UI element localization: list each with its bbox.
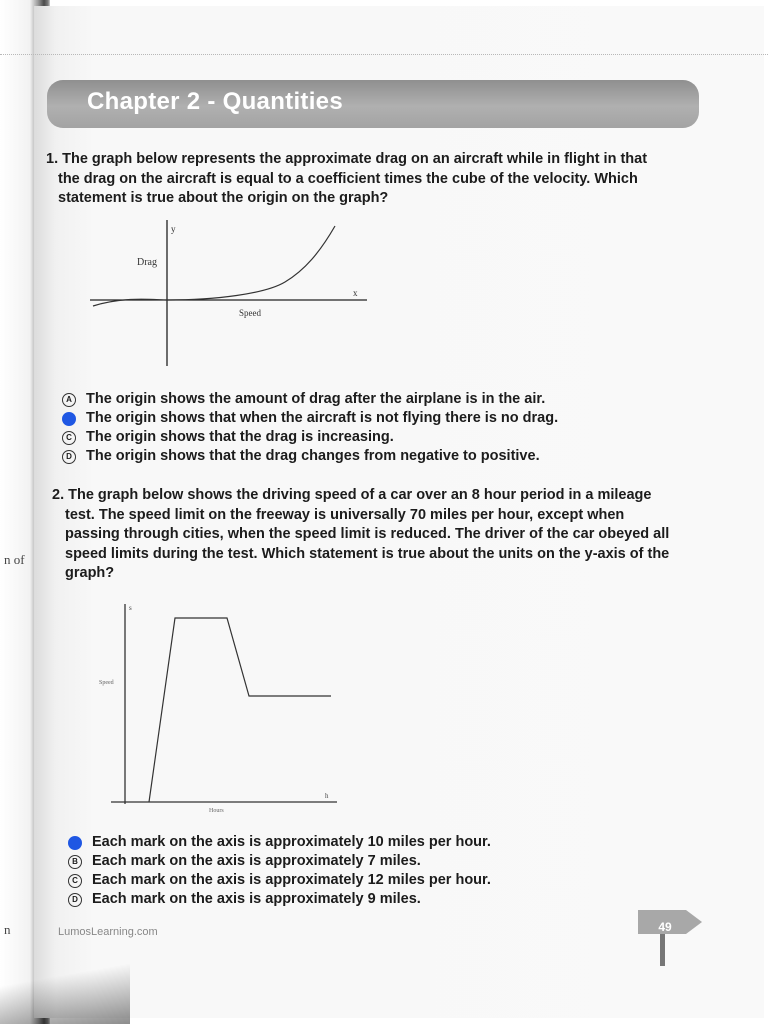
question-2-number: 2. xyxy=(52,487,65,503)
answer-text: The origin shows that when the aircraft is not flying there is no drag. xyxy=(86,410,559,426)
top-dotted-rule xyxy=(0,54,768,56)
page-number-arrow-icon xyxy=(636,908,706,968)
drag-speed-graph xyxy=(85,218,375,368)
y-axis-label: Speed xyxy=(99,680,114,686)
choice-bubble[interactable]: D xyxy=(62,450,76,464)
choice-bubble[interactable]: C xyxy=(62,431,76,445)
question-2-line: test. The speed limit on the freeway is universally 70 miles per hour, except when xyxy=(65,506,625,523)
page-corner-shadow xyxy=(0,960,130,1024)
chapter-title: Chapter 2 - Quantities xyxy=(87,88,343,115)
answer-text: Each mark on the axis is approximately 10 miles per hour. xyxy=(92,834,491,850)
choice-bubble[interactable]: C xyxy=(68,874,82,888)
answer-text: Each mark on the axis is approximately 9 miles. xyxy=(92,891,421,907)
margin-note: n of xyxy=(4,552,25,567)
answer-choice[interactable] xyxy=(62,409,558,428)
question-2 xyxy=(52,486,712,584)
y-axis-label: Drag xyxy=(137,257,157,268)
question-1-line: the drag on the aircraft is equal to a coefficient times the cube of the velocity. Which xyxy=(58,170,638,187)
question-1-line: statement is true about the origin on the graph? xyxy=(58,190,389,206)
choice-bubble[interactable]: A xyxy=(62,393,76,407)
question-2-line: passing through cities, when the speed limit is reduced. The driver of the car obeyed all xyxy=(65,526,670,542)
x-axis-letter: x xyxy=(353,288,358,298)
y-axis-letter: y xyxy=(171,224,176,234)
answer-choice[interactable] xyxy=(68,871,491,890)
drag-curve xyxy=(93,226,335,306)
answer-choice[interactable] xyxy=(62,447,558,466)
question-1-line: The graph below represents the approximate drag on an aircraft while in flight in that xyxy=(62,151,648,167)
page-number: 49 xyxy=(658,920,672,934)
footer-site: LumosLearning.com xyxy=(58,926,158,938)
choice-bubble[interactable]: D xyxy=(68,893,82,907)
x-axis-label: Hours xyxy=(209,808,224,814)
speed-time-graph xyxy=(99,598,345,818)
speed-line xyxy=(149,618,331,802)
question-1-number: 1. xyxy=(46,151,59,167)
x-axis-label: Speed xyxy=(239,308,261,318)
answer-text: The origin shows the amount of drag after the airplane is in the air. xyxy=(86,391,546,407)
x-axis-letter: h xyxy=(325,792,329,800)
choice-bubble-selected[interactable] xyxy=(68,836,82,850)
y-axis-letter: s xyxy=(129,604,132,612)
question-2-line: speed limits during the test. Which statement is true about the units on the y-axis of the xyxy=(65,545,670,562)
answer-choice[interactable] xyxy=(68,890,491,909)
signpost-pole xyxy=(660,934,665,966)
answer-text: Each mark on the axis is approximately 12 miles per hour. xyxy=(92,872,491,888)
answer-text: The origin shows that the drag is increasing. xyxy=(86,429,394,445)
choice-bubble[interactable]: B xyxy=(68,855,82,869)
answer-choice[interactable] xyxy=(68,852,491,871)
answer-choice[interactable] xyxy=(62,390,558,409)
answer-text: The origin shows that the drag changes from negative to positive. xyxy=(86,448,540,464)
question-2-answers xyxy=(68,833,491,909)
answer-choice[interactable] xyxy=(62,428,558,447)
answer-choice[interactable] xyxy=(68,833,491,852)
margin-note: n xyxy=(4,922,11,937)
answer-text: Each mark on the axis is approximately 7 miles. xyxy=(92,853,421,869)
chapter-banner xyxy=(47,80,699,128)
question-1 xyxy=(46,150,706,209)
question-1-answers xyxy=(62,390,558,466)
choice-bubble-selected[interactable] xyxy=(62,412,76,426)
question-2-line: The graph below shows the driving speed of a car over an 8 hour period in a mileage xyxy=(68,487,652,503)
question-2-line: graph? xyxy=(65,565,115,581)
